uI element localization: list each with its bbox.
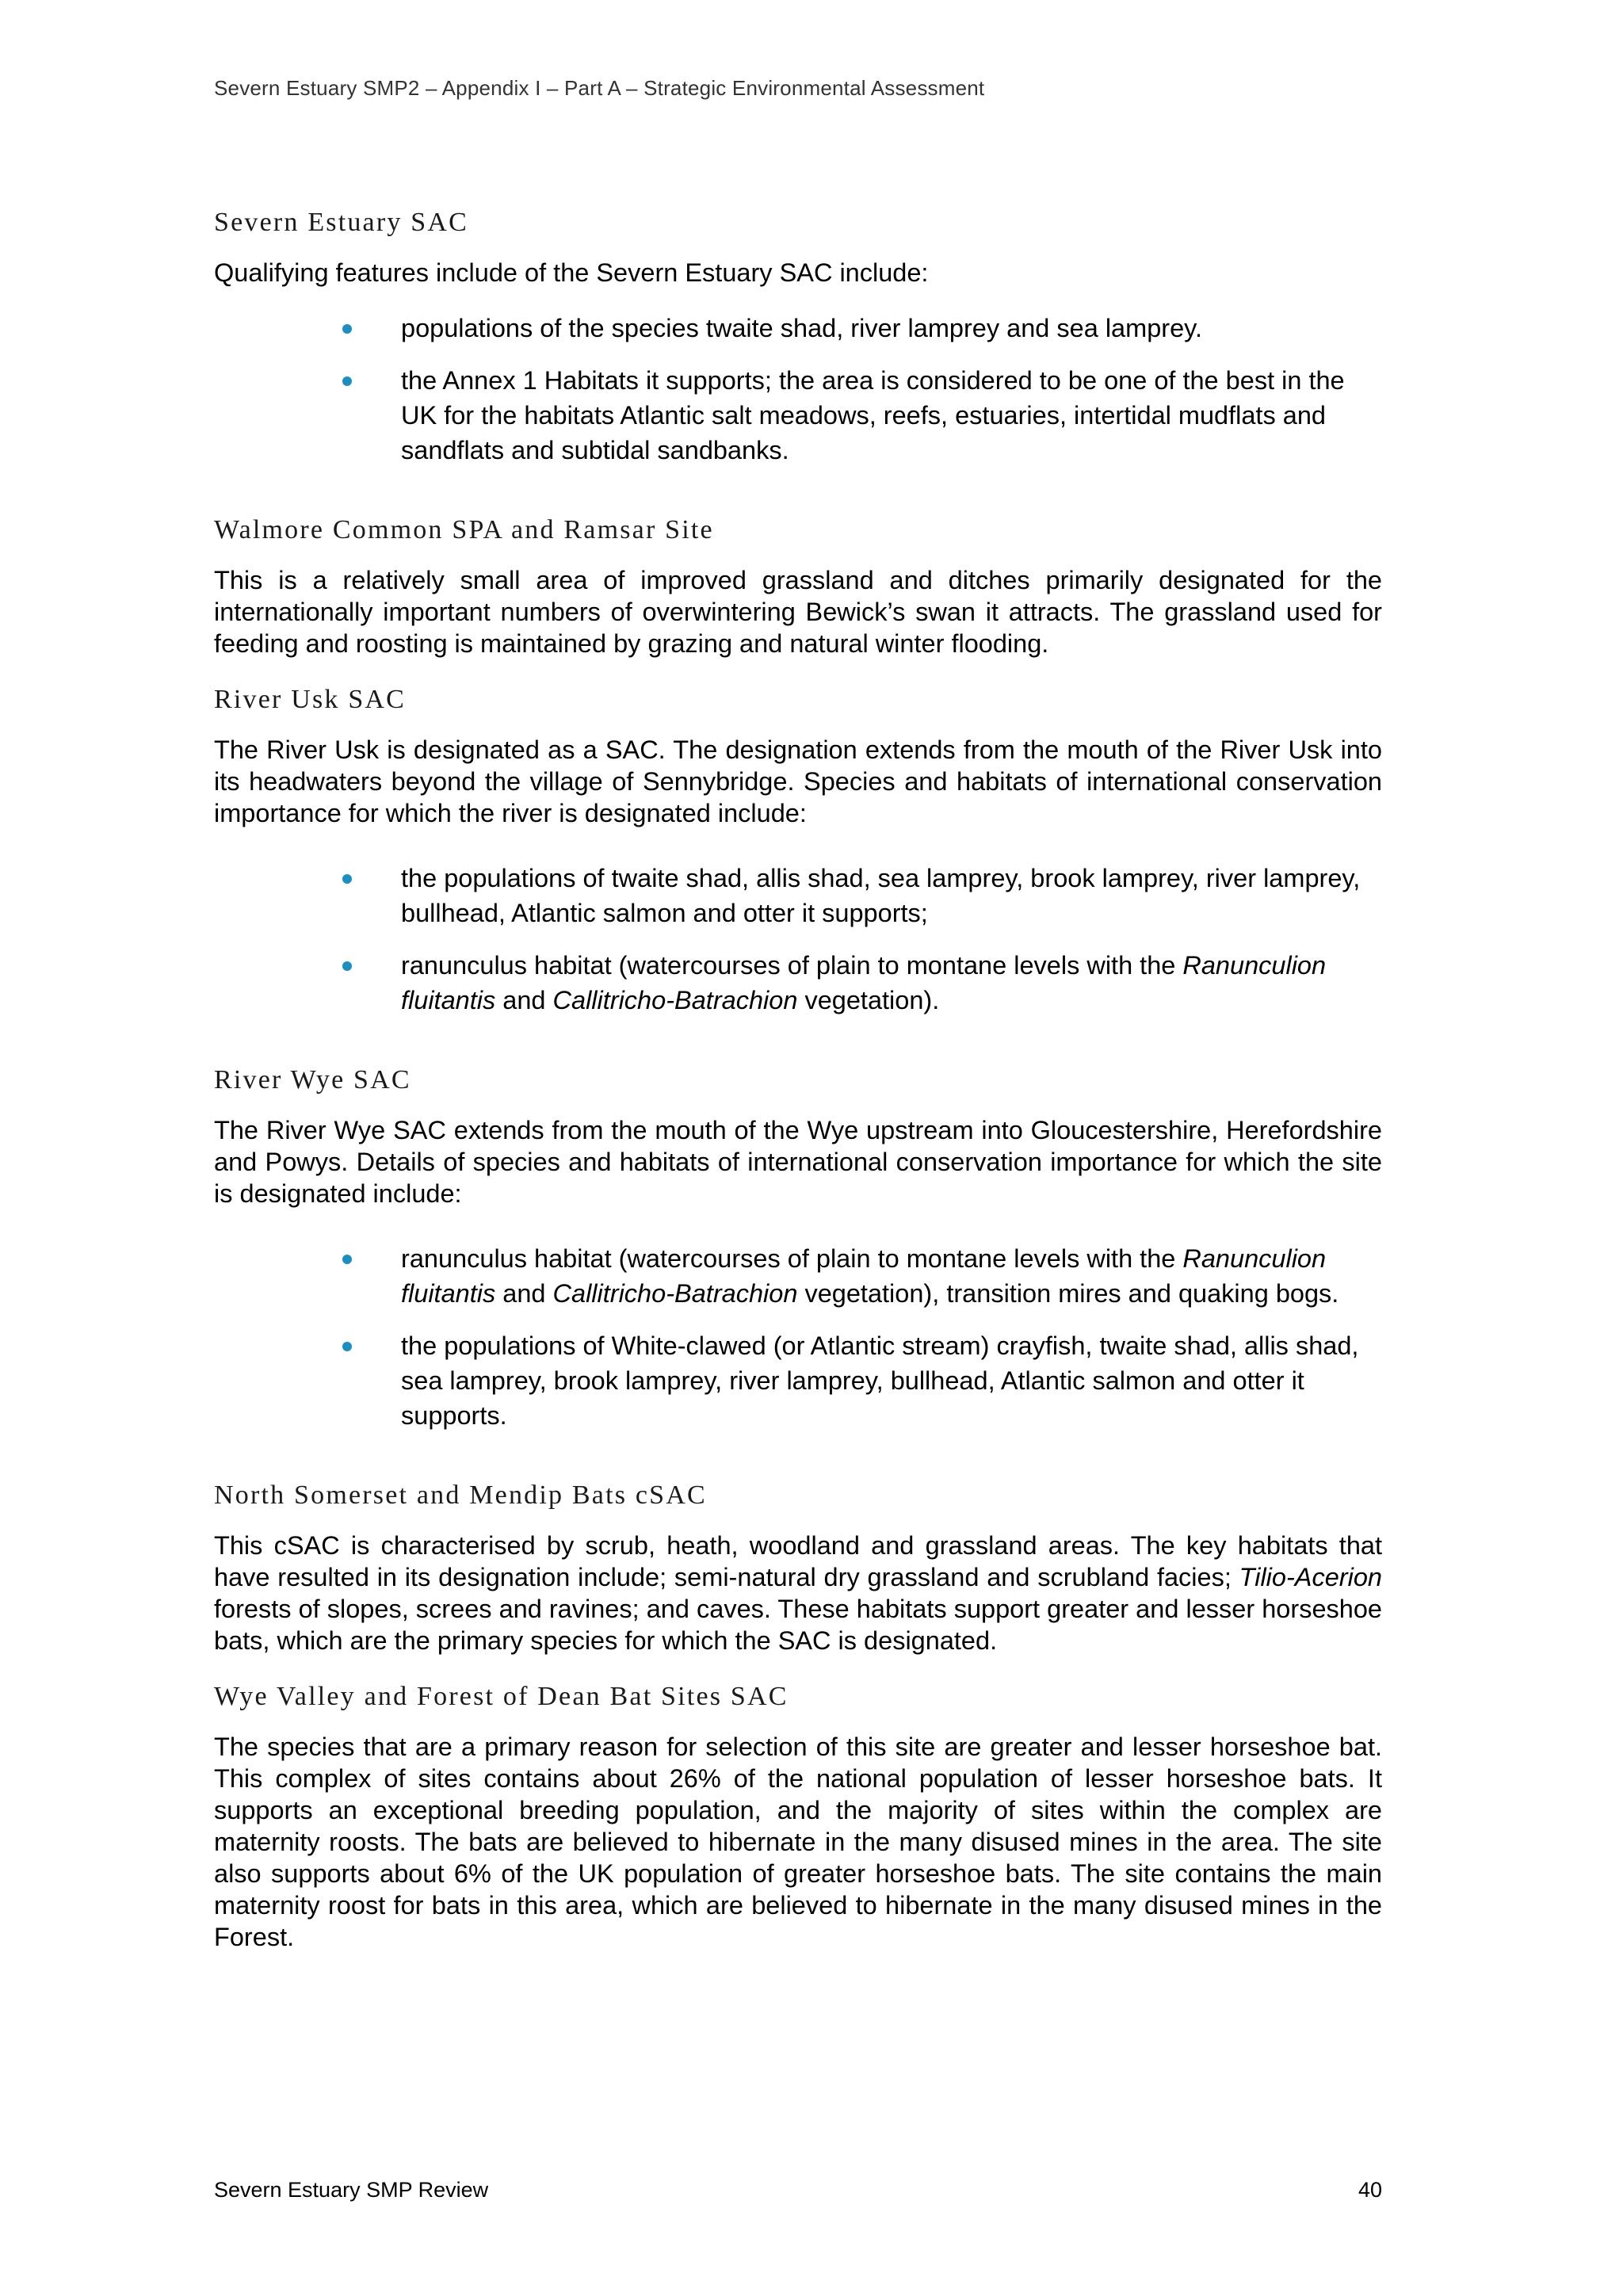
wye-paragraph: The River Wye SAC extends from the mouth of the Wye upstream into Gloucestershire, Herefordshire and Powys. Details of species and habitats of international conservation importance for which the site is designated include: [214,1116,1382,1208]
walmore-paragraph: This is a relatively small area of improved grassland and ditches primarily designated for the internationally important numbers of overwintering Bewick’s swan it attracts. The grassland used for feeding and roosting is maintained by grazing and natural winter flooding. [214,566,1382,658]
section-heading-severn-estuary-sac: Severn Estuary SAC [214,208,469,237]
section-heading-river-wye: River Wye SAC [214,1065,411,1095]
section-heading-forest-of-dean-bats: Wye Valley and Forest of Dean Bat Sites SAC [214,1682,789,1711]
list-item: ranunculus habitat (watercourses of plain to montane levels with the Ranunculion fluitantis and Callitricho-Batrachion vegetation). [401,948,1382,1018]
section-heading-walmore-common: Walmore Common SPA and Ramsar Site [214,515,714,544]
wye-bullet-list [214,1241,1382,1433]
severn-sac-intro: Qualifying features include of the Severn Estuary SAC include: [214,258,929,287]
usk-bullet-list [214,861,1382,1018]
bullet-icon [342,1255,352,1264]
section-heading-river-usk: River Usk SAC [214,685,407,714]
severn-sac-bullet-list [214,311,1382,468]
footer-title: Severn Estuary SMP Review [214,2178,489,2202]
list-item: the populations of twaite shad, allis shad, sea lamprey, brook lamprey, river lamprey, bullhead, Atlantic salmon and otter it supports; [401,861,1382,930]
bullet-icon [342,376,352,386]
running-footer [214,2178,1382,2202]
bullet-icon [342,1342,352,1351]
bullet-icon [342,324,352,334]
bullet-icon [342,961,352,971]
section-heading-mendip-bats: North Somerset and Mendip Bats cSAC [214,1480,707,1510]
list-item: the Annex 1 Habitats it supports; the area is considered to be one of the best in the UK for the habitats Atlantic salt meadows, reefs, estuaries, intertidal mudflats and sandflats and subtidal sandbanks. [401,363,1382,468]
mendip-paragraph: This cSAC is characterised by scrub, heath, woodland and grassland areas. The key habitats that have resulted in its designation include; semi-natural dry grassland and scrubland facies; Tilio-Acerion forests of slopes, screes and ravines; and caves. These habitats support greater and lesser horseshoe bats, which are the primary species for which the SAC is designated. [214,1531,1382,1655]
forest-dean-paragraph: The species that are a primary reason for selection of this site are greater and lesser horseshoe bat. This complex of sites contains about 26% of the national population of lesser horseshoe bats. It supports an exceptional breeding population, and the majority of sites within the complex are maternity roosts. The bats are believed to hibernate in the many disused mines in the area. The site also supports about 6% of the UK population of greater horseshoe bats. The site contains the main maternity roost for bats in this area, which are believed to hibernate in the many disused mines in the Forest. [214,1733,1382,1951]
bullet-icon [342,874,352,884]
page-number: 40 [1358,2178,1382,2202]
running-header: Severn Estuary SMP2 – Appendix I – Part A – Strategic Environmental Assessment [214,76,985,100]
list-item: ranunculus habitat (watercourses of plain to montane levels with the Ranunculion fluitantis and Callitricho-Batrachion vegetation), transition mires and quaking bogs. [401,1241,1382,1311]
list-item: the populations of White-clawed (or Atlantic stream) crayfish, twaite shad, allis shad, sea lamprey, brook lamprey, river lamprey, bullhead, Atlantic salmon and otter it supports. [401,1328,1382,1433]
document-body [214,208,1382,1953]
usk-paragraph: The River Usk is designated as a SAC. The designation extends from the mouth of the River Usk into its headwaters beyond the village of Sennybridge. Species and habitats of international conservation importance for which the river is designated include: [214,735,1382,827]
list-item: populations of the species twaite shad, river lamprey and sea lamprey. [401,311,1382,346]
